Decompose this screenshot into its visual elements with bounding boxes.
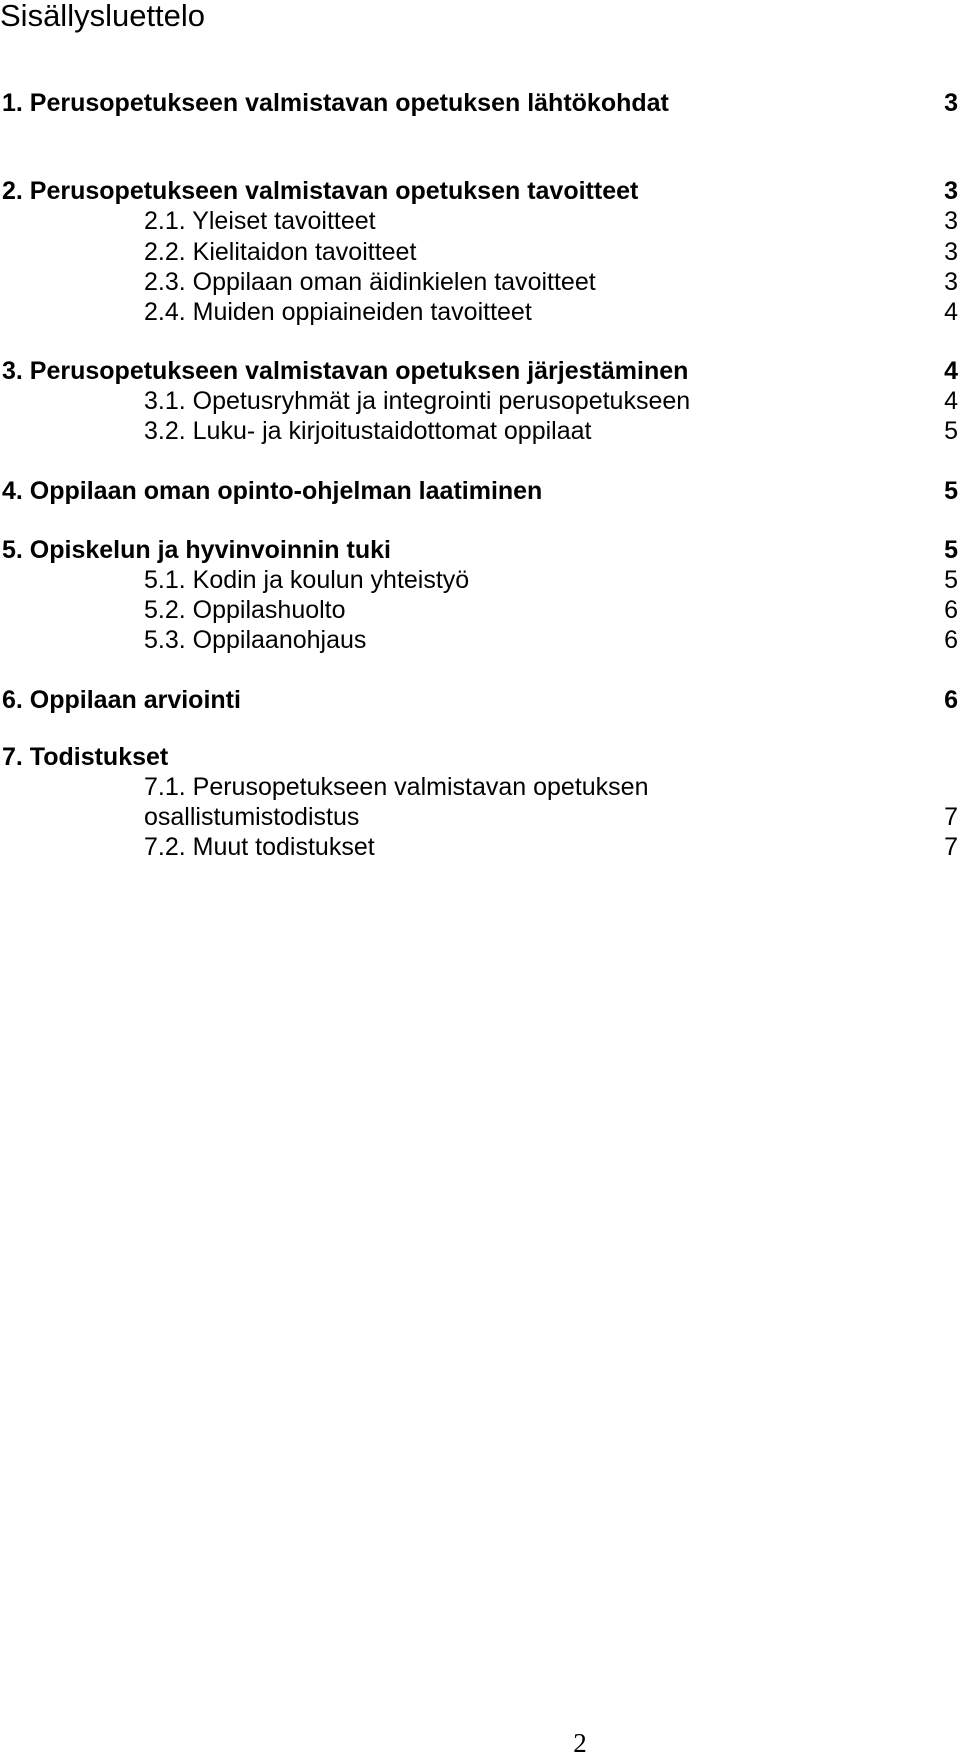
- toc-entry-2-2: [0, 237, 960, 267]
- toc-entry-5-3: [0, 625, 960, 655]
- toc-entry-page: 7: [944, 803, 958, 831]
- page-number: 2: [573, 1728, 587, 1758]
- toc-entry-page: 3: [944, 207, 958, 235]
- toc-entry-text: 5.3. Oppilaanohjaus: [144, 626, 367, 654]
- toc-entry-page: 3: [944, 177, 958, 205]
- toc-entry-6: [0, 685, 960, 715]
- toc-entry-text: 4. Oppilaan oman opinto-ohjelman laatiminen: [2, 477, 543, 505]
- toc-entry-text: 6. Oppilaan arviointi: [2, 686, 241, 714]
- toc-entry-3: [0, 356, 960, 386]
- toc-entry-text: 2. Perusopetukseen valmistavan opetuksen tavoitteet: [2, 177, 639, 205]
- toc-entry-7-1-cont: [0, 802, 960, 832]
- toc-entry-text: 2.4. Muiden oppiaineiden tavoitteet: [144, 298, 532, 326]
- toc-entry-5: [0, 535, 960, 565]
- toc-entry-3-1: [0, 386, 960, 416]
- toc-entry-4: [0, 476, 960, 506]
- toc-entry-2-4: [0, 297, 960, 327]
- page-title: Sisällysluettelo: [0, 0, 206, 33]
- toc-entry-page: 4: [944, 298, 958, 326]
- toc-entry-text: 2.3. Oppilaan oman äidinkielen tavoitteet: [144, 268, 596, 296]
- toc-entry-text: 5.2. Oppilashuolto: [144, 596, 346, 624]
- toc-entry-text: 3. Perusopetukseen valmistavan opetuksen järjestäminen: [2, 357, 689, 385]
- toc-entry-7: [0, 742, 960, 772]
- toc-entry-text: 1. Perusopetukseen valmistavan opetuksen lähtökohdat: [2, 89, 669, 117]
- toc-entry-page: 3: [944, 89, 958, 117]
- toc-entry-1: [0, 88, 960, 118]
- toc-entry-2: [0, 176, 960, 206]
- toc-entry-text: 5. Opiskelun ja hyvinvoinnin tuki: [2, 536, 391, 564]
- toc-entry-7-2: [0, 832, 960, 862]
- toc-entry-2-3: [0, 267, 960, 297]
- toc-entry-text: 2.2. Kielitaidon tavoitteet: [144, 238, 417, 266]
- toc-entry-2-1: [0, 206, 960, 236]
- toc-entry-5-1: [0, 565, 960, 595]
- toc-entry-page: 5: [944, 566, 958, 594]
- toc-entry-3-2: [0, 416, 960, 446]
- toc-entry-page: 5: [944, 477, 958, 505]
- toc-entry-5-2: [0, 595, 960, 625]
- toc-entry-text: 3.1. Opetusryhmät ja integrointi perusopetukseen: [144, 387, 691, 415]
- toc-entry-text: 5.1. Kodin ja koulun yhteistyö: [144, 566, 470, 594]
- toc-entry-page: 6: [944, 596, 958, 624]
- toc-entry-page: 4: [944, 357, 958, 385]
- toc-entry-page: 7: [944, 833, 958, 861]
- toc-entry-page: 6: [944, 686, 958, 714]
- toc-entry-page: 3: [944, 238, 958, 266]
- toc-entry-page: 5: [944, 536, 958, 564]
- toc-entry-page: 3: [944, 268, 958, 296]
- toc-entry-page: 4: [944, 387, 958, 415]
- toc-entry-text: 7.2. Muut todistukset: [144, 833, 375, 861]
- toc-entry-text: 7. Todistukset: [2, 743, 169, 771]
- toc-entry-page: 6: [944, 626, 958, 654]
- toc-entry-text: osallistumistodistus: [144, 803, 360, 831]
- toc-entry-page: 5: [944, 417, 958, 445]
- toc-entry-text: 7.1. Perusopetukseen valmistavan opetuksen: [144, 773, 649, 801]
- toc-entry-text: 2.1. Yleiset tavoitteet: [144, 207, 376, 235]
- toc-entry-7-1: [0, 772, 960, 802]
- toc-entry-text: 3.2. Luku- ja kirjoitustaidottomat oppilaat: [144, 417, 592, 445]
